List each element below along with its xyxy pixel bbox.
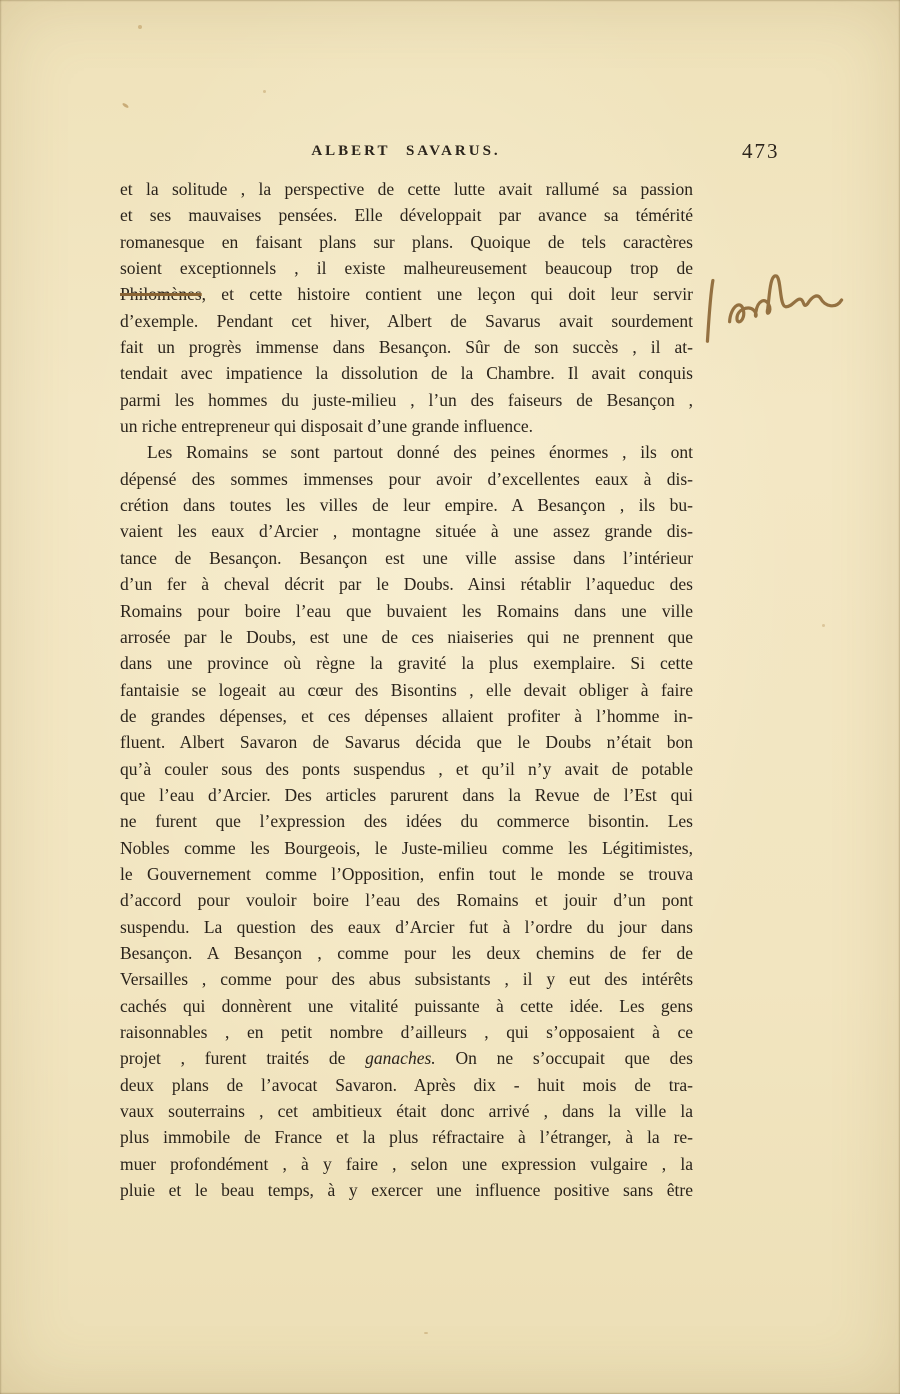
text-line [120, 387, 693, 413]
text-line [120, 808, 693, 834]
text-line [120, 176, 693, 202]
text-line [120, 1177, 693, 1203]
text-segment: d’exemple. Pendant cet hiver, Albert de Savarus avait sourdement [120, 310, 693, 331]
text-segment: ne furent que l’expression des idées du commerce bisontin. Les [120, 811, 693, 832]
text-line [120, 202, 693, 228]
text-line [120, 439, 693, 465]
text-segment: Besançon. A Besançon , comme pour les deux chemins de fer de [120, 942, 693, 963]
page-number: 473 [742, 139, 780, 163]
text-segment: On ne s’occupait que des [435, 1048, 693, 1069]
text-line [120, 518, 693, 544]
text-line [120, 835, 693, 861]
text-line [120, 914, 693, 940]
text-line [120, 466, 693, 492]
text-line [120, 677, 693, 703]
page-title: ALBERT SAVARUS. [311, 143, 501, 159]
text-line [120, 360, 693, 386]
text-segment: crétion dans toutes les villes de leur empire. A Besançon , ils bu- [120, 495, 693, 516]
text-line [120, 887, 693, 913]
text-segment: Romains pour boire l’eau que buvaient les Romains dans une ville [120, 600, 693, 621]
text-segment: le Gouvernement comme l’Opposition, enfin tout le monde se trouva [120, 863, 693, 884]
text-segment-strike: Philomènes [120, 284, 202, 305]
text-segment: romanesque en faisant plans sur plans. Quoique de tels caractères [120, 231, 693, 252]
text-segment-italic: ganaches. [365, 1048, 436, 1069]
running-header [120, 139, 780, 163]
text-segment: plus immobile de France et la plus réfractaire à l’étranger, à la re- [120, 1127, 693, 1148]
text-line [120, 255, 693, 281]
text-line [120, 229, 693, 255]
foxing-speck [263, 90, 266, 93]
foxing-speck [122, 102, 129, 108]
text-segment: fait un progrès immense dans Besançon. Sûr de son succès , il at- [120, 337, 693, 358]
text-segment: Les Romains se sont partout donné des peines énormes , ils ont [147, 442, 693, 463]
text-segment: deux plans de l’avocat Savaron. Après dix - huit mois de tra- [120, 1074, 693, 1095]
text-line [120, 571, 693, 597]
text-segment: pluie et le beau temps, à y exercer une influence positive sans être [120, 1180, 693, 1201]
handwriting-ink-icon [680, 241, 860, 362]
text-line [120, 334, 693, 360]
text-line [120, 281, 693, 307]
text-line [120, 966, 693, 992]
text-line [120, 703, 693, 729]
text-segment: et la solitude , la perspective de cette lutte avait rallumé sa passion [120, 179, 693, 199]
text-line [120, 413, 693, 439]
text-segment: cachés qui donnèrent une vitalité puissante à cette idée. Les gens [120, 995, 693, 1016]
text-line [120, 545, 693, 571]
text-segment: suspendu. La question des eaux d’Arcier fut à l’ordre du jour dans [120, 916, 693, 937]
text-segment: projet , furent traités de [120, 1048, 366, 1069]
text-line [120, 729, 693, 755]
handwritten-annotation [688, 258, 853, 344]
foxing-speck [424, 1332, 428, 1334]
text-segment: fantaisie se logeait au cœur des Bisontins , elle devait obliger à faire [120, 679, 693, 700]
text-segment: raisonnables , en petit nombre d’ailleurs , qui s’opposaient à ce [120, 1022, 693, 1042]
text-line [120, 1151, 693, 1177]
text-line [120, 993, 693, 1019]
text-segment: que l’eau d’Arcier. Des articles parurent dans la Revue de l’Est qui [120, 784, 693, 805]
foxing-speck [822, 624, 825, 627]
text-segment: vaient les eaux d’Arcier , montagne située à une assez grande dis- [120, 521, 693, 542]
text-segment: d’accord pour vouloir boire l’eau des Romains et jouir d’un pont [120, 890, 693, 911]
text-segment: tendait avec impatience la dissolution de la Chambre. Il avait conquis [120, 363, 693, 384]
text-segment: qu’à couler sous des ponts suspendus , et qu’il n’y avait de potable [120, 758, 693, 779]
text-segment: d’un fer à cheval décrit par le Doubs. Ainsi rétablir l’aqueduc des [120, 574, 693, 595]
text-line [120, 756, 693, 782]
text-line [120, 308, 693, 334]
text-segment: fluent. Albert Savaron de Savarus décida que le Doubs n’était bon [120, 732, 693, 753]
text-segment: , et cette histoire contient une leçon qui doit leur servir [201, 284, 693, 305]
text-line [120, 1019, 693, 1045]
text-segment: dépensé des sommes immenses pour avoir d’excellentes eaux à dis- [120, 468, 693, 489]
text-segment: soient exceptionnels , il existe malheureusement beaucoup trop de [120, 258, 693, 279]
text-segment: arrosée par le Doubs, est une de ces niaiseries qui ne prennent que [120, 626, 693, 647]
text-segment: un riche entrepreneur qui disposait d’une grande influence. [120, 416, 534, 437]
text-line [120, 1072, 693, 1098]
text-segment: muer profondément , à y faire , selon une expression vulgaire , la [120, 1153, 693, 1174]
text-line [120, 782, 693, 808]
text-segment: tance de Besançon. Besançon est une ville assise dans l’intérieur [120, 547, 693, 568]
text-segment: parmi les hommes du juste-milieu , l’un des faiseurs de Besançon , [120, 389, 693, 410]
text-segment: vaux souterrains , cet ambitieux était donc arrivé , dans la ville la [120, 1101, 693, 1122]
foxing-speck [138, 25, 142, 29]
text-segment: Nobles comme les Bourgeois, le Juste-milieu comme les Légitimistes, [120, 837, 693, 858]
text-line [120, 861, 693, 887]
text-line [120, 650, 693, 676]
text-line [120, 1098, 693, 1124]
text-line [120, 1124, 693, 1150]
text-segment: Versailles , comme pour des abus subsistants , il y eut des intérêts [120, 969, 693, 990]
text-segment: et ses mauvaises pensées. Elle développait par avance sa témérité [120, 205, 693, 226]
body-text [120, 176, 693, 1203]
text-line [120, 624, 693, 650]
text-line [120, 598, 693, 624]
text-line [120, 492, 693, 518]
text-line [120, 940, 693, 966]
text-segment: de grandes dépenses, et ces dépenses allaient profiter à l’homme in- [120, 705, 693, 726]
text-segment: dans une province où règne la gravité la plus exemplaire. Si cette [120, 653, 693, 674]
text-line [120, 1045, 693, 1071]
